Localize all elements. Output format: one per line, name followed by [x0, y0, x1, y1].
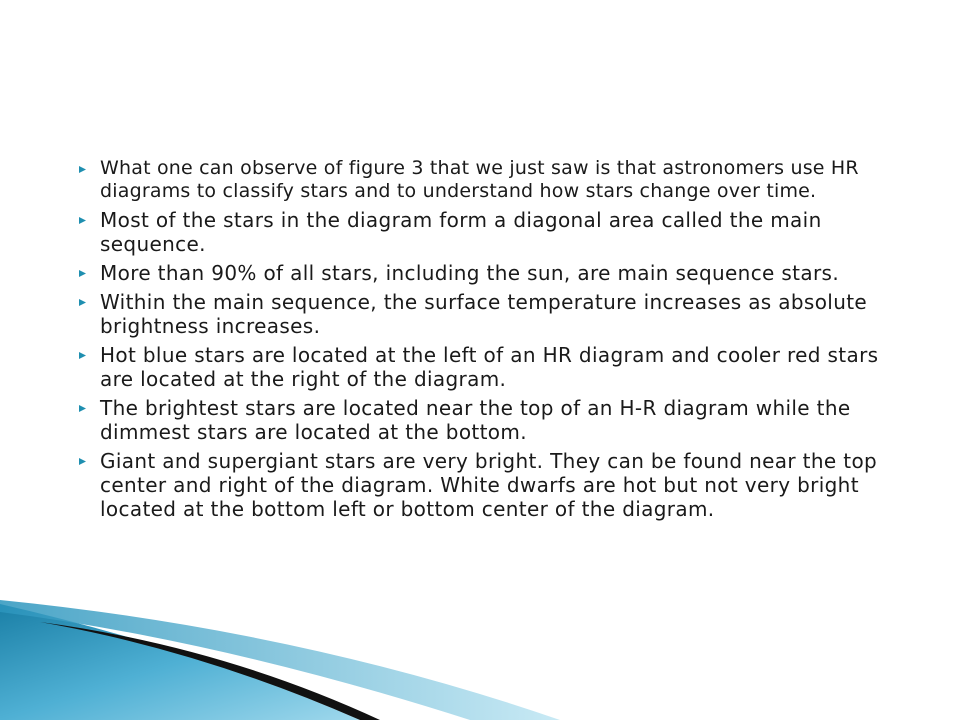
bullet-text: Hot blue stars are located at the left of an HR diagram and cooler red stars are located at the right of the diagram.	[100, 343, 879, 391]
triangle-right-icon	[79, 299, 86, 306]
bullet-item	[74, 343, 914, 391]
triangle-right-icon	[79, 405, 86, 412]
bullet-item	[74, 396, 914, 444]
bullet-item	[74, 261, 914, 285]
blue-wedge-shape	[0, 604, 360, 720]
bullet-text: Most of the stars in the diagram form a diagonal area called the main sequence.	[100, 208, 822, 256]
triangle-right-icon	[79, 270, 86, 277]
bullet-text: Within the main sequence, the surface temperature increases as absolute brightness increases.	[100, 290, 868, 338]
triangle-right-icon	[79, 458, 86, 465]
bullet-list	[74, 157, 914, 526]
bullet-text: What one can observe of figure 3 that we just saw is that astronomers use HR diagrams to classify stars and to understand how stars change over time.	[100, 157, 859, 202]
triangle-right-icon	[79, 166, 86, 173]
black-streak-shape	[40, 622, 380, 720]
bullet-item	[74, 157, 914, 203]
bullet-text: The brightest stars are located near the top of an H-R diagram while the dimmest stars are located at the bottom.	[100, 396, 851, 444]
bullet-item	[74, 449, 914, 521]
bullet-item	[74, 290, 914, 338]
bullet-item	[74, 208, 914, 256]
light-blue-band-shape	[0, 600, 560, 720]
bullet-text: More than 90% of all stars, including the sun, are main sequence stars.	[100, 261, 840, 285]
bullet-text: Giant and supergiant stars are very bright. They can be found near the top center and right of the diagram. White dwarfs are hot but not very bright located at the bottom left or bottom center of the diagram.	[100, 449, 878, 521]
triangle-right-icon	[79, 217, 86, 224]
triangle-right-icon	[79, 352, 86, 359]
